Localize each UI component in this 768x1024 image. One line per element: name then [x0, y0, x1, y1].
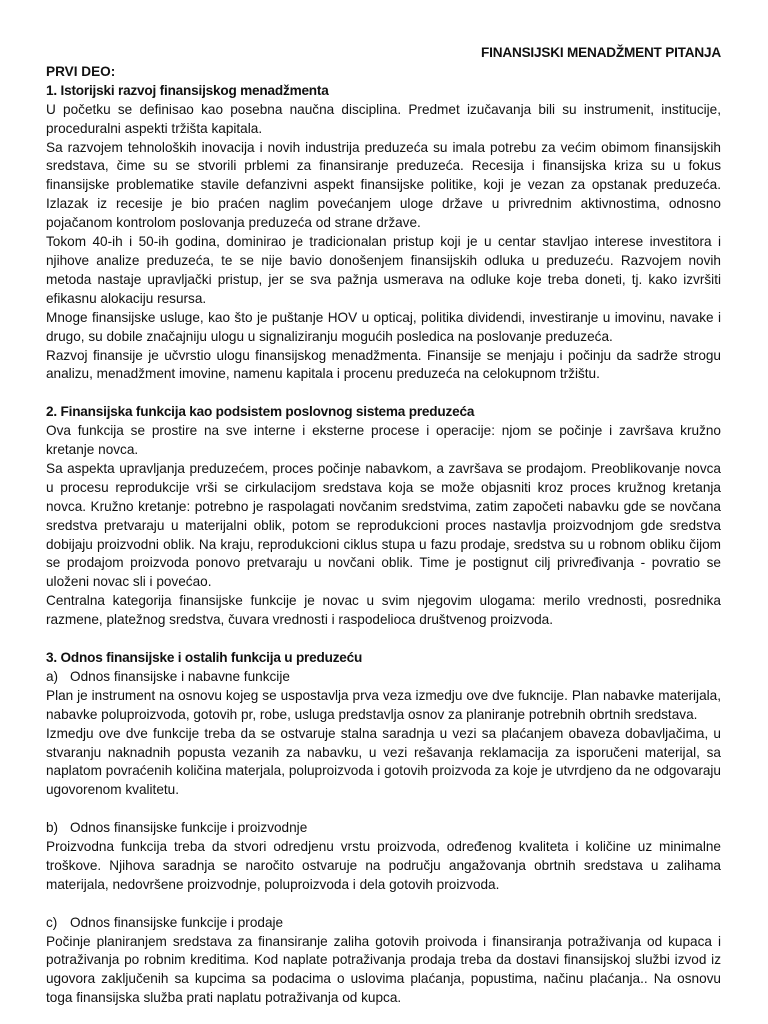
subsection-marker: b) — [46, 820, 59, 836]
document-title: FINANSIJSKI MENADŽMENT PITANJA — [481, 45, 721, 60]
section-1 — [46, 82, 721, 385]
paragraph: Počinje planiranjem sredstava za finansiranje zaliha gotovih proivoda i finansiranja potraživanja od kupaca i potraživanja po robnim kreditima. Kod naplate potraživanja prodaja treba da dostavi finansijskoj službi izvod iz ugovora zaključenih sa kupcima sa podacima o uslovima plaćanja, popustima, načinu plaćanja.. Na osnovu toga finansijska služba prati naplatu potraživanja od kupca. — [46, 933, 721, 1006]
subsection-a — [46, 668, 721, 800]
paragraph: Centralna kategorija finansijske funkcije je novac u svim njegovim ulogama: merilo vrednosti, posrednika razmene, platežnog sredstva, čuvara vrednosti i raspodelioca društvenog proizvoda. — [46, 593, 721, 628]
subsection-heading — [46, 668, 721, 687]
paragraph: U početku se definisao kao posebna naučna disciplina. Predmet izučavanja bili su instrumenit, institucije, proceduralni aspekti tržišta kapitala. — [46, 101, 721, 136]
subsection-b — [46, 819, 721, 895]
paragraph: Razvoj finansije je učvrstio ulogu finansijskog menadžmenta. Finansije se menjaju i počinju da sadrže strogu analizu, menadžment imovine, namenu kapitala i procenu preduzeća na celokupnom tržištu. — [46, 347, 721, 382]
paragraph: Sa aspekta upravljanja preduzećem, proces počinje nabavkom, a završava se prodajom. Preoblikovanje novca u procesu reprodukcije vrši se cirkulacijom sredstava koja se može objasniti kroz proces kružnog kretanja novca. Kružno kretanje: potrebno je raspolagati novčanim sredstvima, zatim započeti nabavku gde se novčana sredstva pretvaraju u materijalni oblik, potom se reprodukcioni proces nastavlja proizvodnjom gde sredstva dobijaju proizvodni oblik. Na kraju, reprodukcioni ciklus stupa u fazu prodaje, sredstva su u robnom obliku čijom se prodajom proizvoda ponovo pretvaraju u novčani oblik. Time je postignut cilj privređivanja - povratio se uloženi novac sli i povećao. — [46, 460, 721, 590]
subsection-marker: a) — [46, 668, 59, 684]
section-2 — [46, 403, 721, 630]
section-3 — [46, 649, 721, 1008]
spacer — [46, 384, 721, 403]
subsection-heading — [46, 914, 721, 933]
spacer — [46, 895, 721, 914]
paragraph: Plan je instrument na osnovu kojeg se uspostavlja prva veza izmedju ove dve fukncije. Plan nabavke materijala, nabavke poluproizvoda, gotovih pr, robe, usluga predstavlja osnov za planiranje potrebnih obrtnih sredstava. — [46, 687, 721, 722]
section-1-heading: 1. Istorijski razvoj finansijskog menadžmenta — [46, 82, 329, 98]
paragraph: Ova funkcija se prostire na sve interne i eksterne procese i operacije: njom se počinje i završava kružno kretanje novca. — [46, 423, 721, 458]
subsection-heading — [46, 819, 721, 838]
document-page — [46, 44, 721, 1008]
subsection-c — [46, 914, 721, 1009]
section-2-heading: 2. Finansijska funkcija kao podsistem poslovnog sistema preduzeća — [46, 404, 475, 420]
subsection-marker: c) — [46, 914, 58, 930]
subsection-title: Odnos finansijske funkcije i prodaje — [70, 914, 284, 930]
paragraph: Izmedju ove dve funkcije treba da se ostvaruje stalna saradnja u vezi sa plaćanjem obaveza dobavljačima, u stvaranju naknadnih popusta vezanih za nabavku, u vezi rešavanja reklamacija za isporučeni materijal, sa naplatom povraćenih količina materjala, poluproizvoda i gotovih proizvoda za koje je utvrdjeno da ne odgovaraju ugovorenom kvalitetu. — [46, 725, 721, 798]
subsection-title: Odnos finansijske i nabavne funkcije — [70, 668, 290, 684]
paragraph: Proizvodna funkcija treba da stvori odredjenu vrstu proizvoda, određenog kvaliteta i količine uz minimalne troškove. Njihova saradnja se naročito ostvaruje na području angažovanja obrtnih sredstava u zalihama materijala, nedovršene proizvodnje, poluproizvoda i dela gotovih proizvoda. — [46, 839, 721, 892]
paragraph: Sa razvojem tehnoloških inovacija i novih industrija preduzeća su imala potrebu za većim obimom finansijskih sredstava, čime su se stvorili prblemi za finansiranje preduzeća. Recesija i finansijska kriza su u fokus finansijske problematike stavile defanzivni aspekt finansijske politike, koji je vezan za opstanak preduzeća. Izlazak iz recesije je bio praćen naglim povećanjem uloge države u privrednim aktivnostima, odnosno pojačanom kontrolom poslovanja preduzeća od strane države. — [46, 139, 721, 231]
paragraph: Tokom 40-ih i 50-ih godina, dominirao je tradicionalan pristup koji je u centar stavljao interese investitora i njihove analize preduzeća, te se nije bavio donošenjem finansijskih odluka u preduzeću. Razvojem novih metoda nastaje upravljački pristup, jer se sva pažnja usmerava na odluke koje treba doneti, tj. kako izvršiti efikasnu alokaciju resursa. — [46, 234, 721, 306]
spacer — [46, 630, 721, 649]
subsection-title: Odnos finansijske funkcije i proizvodnje — [70, 820, 308, 836]
spacer — [46, 800, 721, 819]
part-title: PRVI DEO: — [46, 63, 116, 79]
section-3-heading: 3. Odnos finansijske i ostalih funkcija u preduzeću — [46, 649, 363, 665]
paragraph: Mnoge finansijske usluge, kao što je puštanje HOV u opticaj, politika dividendi, investiranje u imovinu, navake i drugo, su dobile značajniju ulogu u signaliziranju mogućih posledica na poslovanje preduzeća. — [46, 309, 721, 344]
